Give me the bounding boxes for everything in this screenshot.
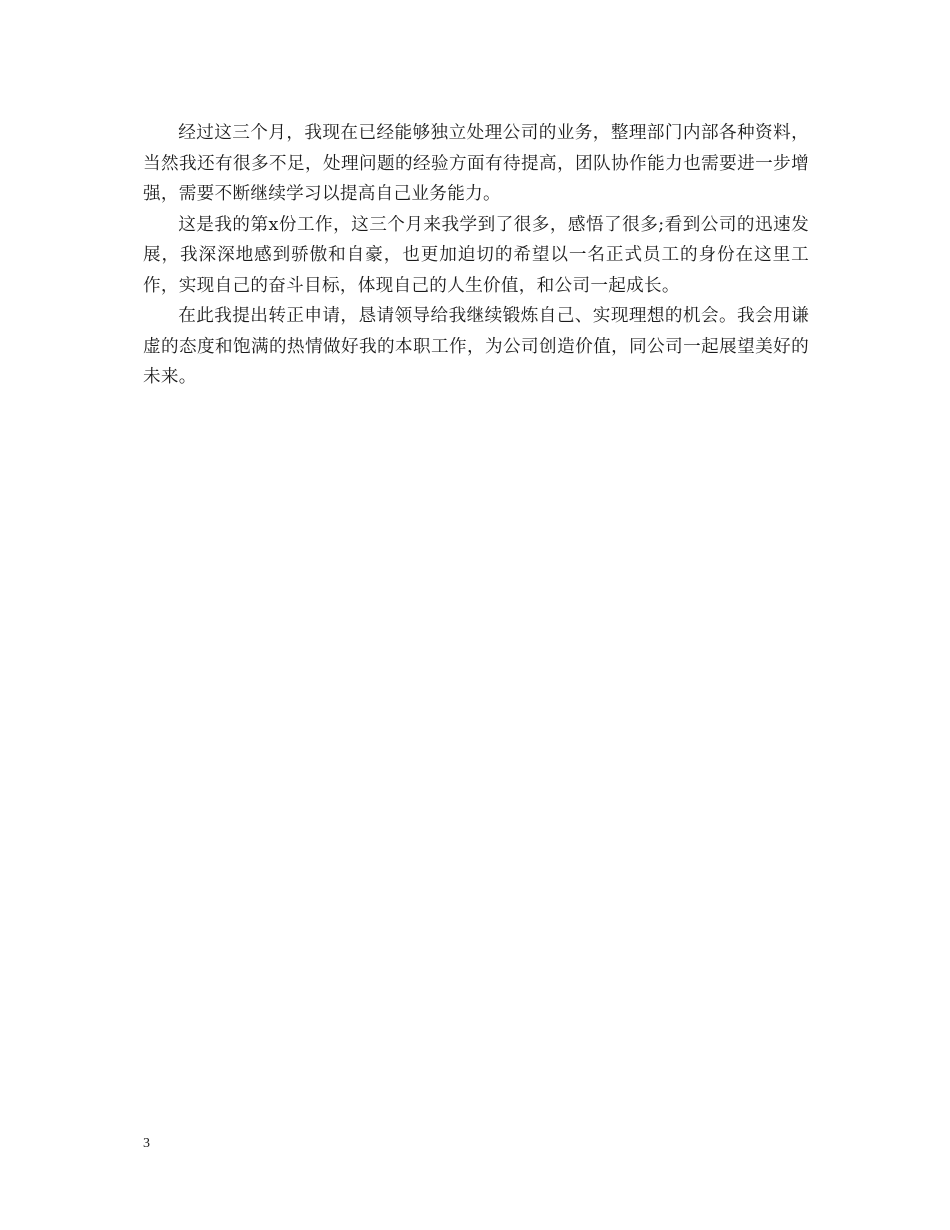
document-body [143, 118, 809, 393]
page-number: 3 [143, 1136, 150, 1151]
paragraph-3: 在此我提出转正申请，恳请领导给我继续锻炼自己、实现理想的机会。我会用谦虚的态度和饱满的热情做好我的本职工作，为公司创造价值，同公司一起展望美好的未来。 [143, 306, 809, 387]
paragraph-2: 这是我的第x份工作，这三个月来我学到了很多，感悟了很多;看到公司的迅速发展，我深深地感到骄傲和自豪，也更加迫切的希望以一名正式员工的身份在这里工作，实现自己的奋斗目标，体现自己的人生价值，和公司一起成长。 [143, 214, 809, 296]
paragraph-1: 经过这三个月，我现在已经能够独立处理公司的业务，整理部门内部各种资料，当然我还有很多不足，处理问题的经验方面有待提高，团队协作能力也需要进一步增强，需要不断继续学习以提高自己业务能力。 [143, 123, 809, 204]
